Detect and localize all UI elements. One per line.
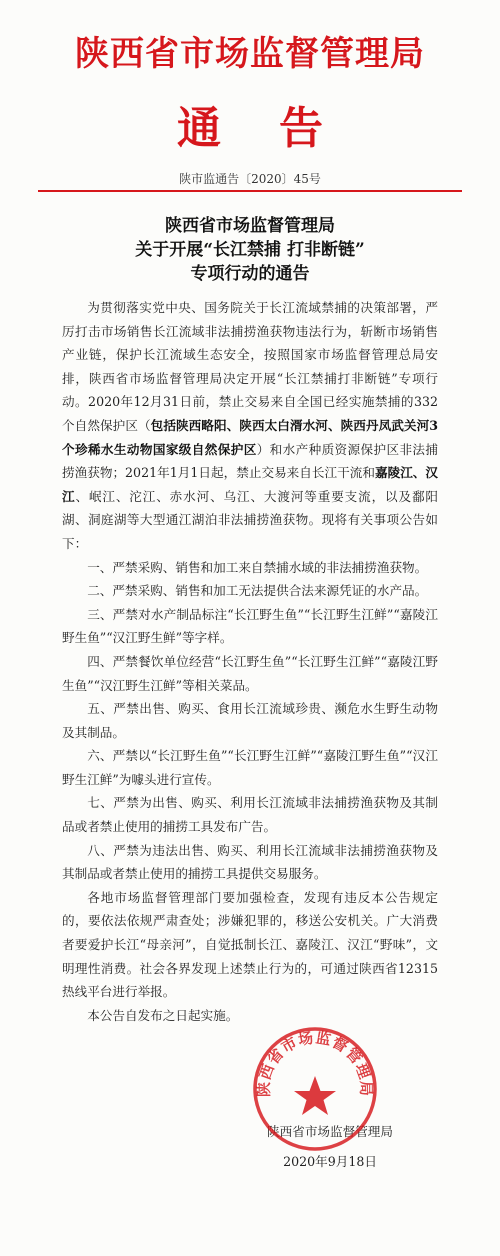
list-item: 七、严禁为出售、购买、利用长江流域非法捕捞渔获物及其制品或者禁止使用的捕捞工具发布广告。 xyxy=(62,795,438,835)
effective-date-paragraph: 本公告自发布之日起实施。 xyxy=(87,1007,239,1023)
list-item: 五、严禁出售、购买、食用长江流域珍贵、濒危水生野生动物及其制品。 xyxy=(62,701,438,740)
title-line-1: 陕西省市场监督管理局 xyxy=(165,216,335,236)
list-item: 八、严禁为违法出售、购买、利用长江流域非法捕捞渔获物及其制品或者禁止使用的捕捞工具提供交易服务。 xyxy=(62,842,438,882)
signature-date: 2020年9月18日 xyxy=(283,1154,377,1169)
intro-paragraph: 为贯彻落实党中央、国务院关于长江流域禁捕的决策部署，严厉打击市场销售长江流域非法捕捞渔获物违法行为，斩断市场销售产业链，保护长江流域生态安全，按照国家市场监督管理总局安排，陕西省市场监督管理局决定开展“长江禁捕打非断链”专项行动。2020年12月31日前，禁止交易来自全国已经实施禁捕的332个自然保护区（包括陕西略阳、陕西太白湑水河、陕西丹凤武关河3个珍稀水生动物国家级自然保护区）和水产种质资源保护区非法捕捞渔获物；2021年1月1日起，禁止交易来自长江干流和嘉陵江、汉江、岷江、沱江、赤水河、乌江、大渡河等重要支流，以及鄱阳湖、洞庭湖等大型通江湖泊非法捕捞渔获物。现将有关事项公告如下： xyxy=(62,300,439,551)
list-item: 二、严禁采购、销售和加工无法提供合法来源凭证的水产品。 xyxy=(87,583,428,599)
official-seal-icon xyxy=(250,1024,380,1154)
list-item: 一、严禁采购、销售和加工来自禁捕水域的非法捕捞渔获物。 xyxy=(87,559,428,575)
notice-heading: 通告 xyxy=(177,103,381,154)
issuing-organization-header: 陕西省市场监督管理局 xyxy=(75,34,425,74)
bold-rivers: 嘉陵江、汉江 xyxy=(62,465,439,504)
enforcement-paragraph: 各地市场监督管理部门要加强检查，发现有违反本公告规定的，要依法依规严肃查处；涉嫌犯罪的，移送公安机关。广大消费者要爱护长江“母亲河”，自觉抵制长江、嘉陵江、汉江“野味”，文明理性消费。社会各界发现上述禁止行为的，可通过陕西省12315热线平台进行举报。 xyxy=(62,889,438,1000)
document-number: 陕市监通告〔2020〕45号 xyxy=(179,172,321,186)
title-line-2: 关于开展“长江禁捕 打非断链” xyxy=(135,240,365,260)
list-item: 四、严禁餐饮单位经营“长江野生鱼”“长江野生江鲜”“嘉陵江野生鱼”“汉江野生江鲜”等相关菜品。 xyxy=(62,653,438,693)
list-item: 三、严禁对水产制品标注“长江野生鱼”“长江野生江鲜”“嘉陵江野生鱼”“汉江野生鲜”等字样。 xyxy=(62,606,438,646)
bold-reserves: 包括陕西略阳、陕西太白湑水河、陕西丹凤武关河3个珍稀水生动物国家级自然保护区 xyxy=(62,417,439,457)
notice-title xyxy=(0,214,500,286)
signature-organization: 陕西省市场监督管理局 xyxy=(267,1124,393,1139)
svg-text:陕西省市场监督管理局: 陕西省市场监督管理局 xyxy=(254,1028,376,1097)
red-divider-line xyxy=(38,190,462,192)
title-line-3: 专项行动的通告 xyxy=(190,264,310,284)
list-item: 六、严禁以“长江野生鱼”“长江野生江鲜”“嘉陵江野生鱼”“汉江野生江鲜”为噱头进行宣传。 xyxy=(62,748,438,787)
notice-body xyxy=(62,296,438,1027)
